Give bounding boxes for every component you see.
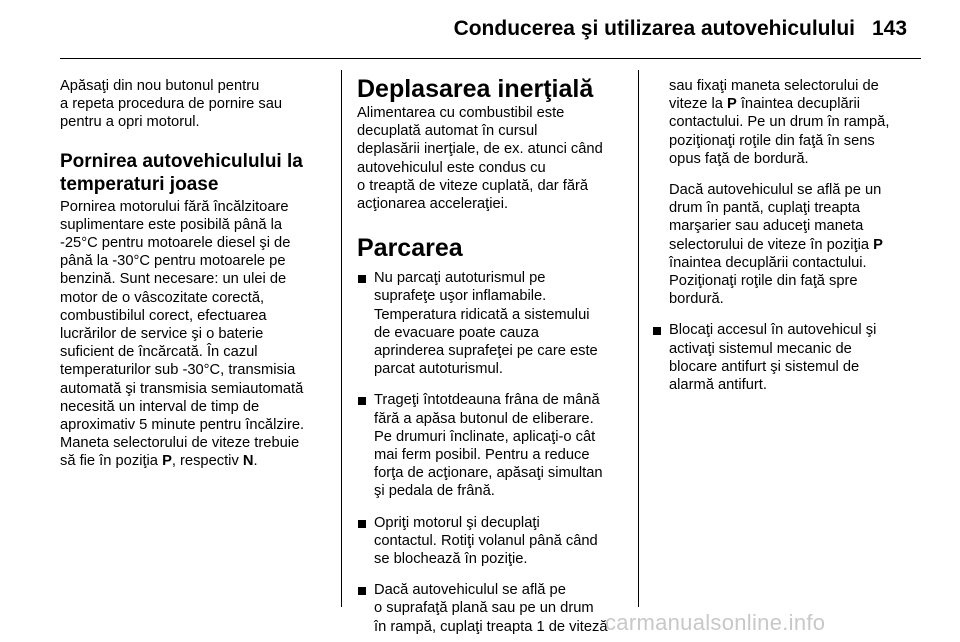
list-item: Nu parcaţi autoturismul pe suprafeţe uşor inflamabile. Temperatura ridicată a sistemului de evacuare poate cauza aprinderea suprafeţei pe care este parcat autoturismul. [357, 269, 627, 378]
column-1 [60, 77, 330, 471]
page-header-title: Conducerea şi utilizarea autovehiculului [453, 17, 855, 40]
list-item: Trageţi întotdeauna frâna de mână fără a apăsa butonul de eliberare. Pe drumuri înclinate, aplicaţi-o cât mai ferm posibil. Pentru a reduce forţa de acţionare, apăsaţi simultan şi pedala de frână. [357, 391, 627, 500]
list-item: Blocaţi accesul în autovehicul şi activaţi sistemul mecanic de blocare antifurt şi sistemul de alarmă antifurt. [652, 321, 927, 394]
gear-position-p: P [162, 453, 172, 470]
section-heading-coasting: Deplasarea inerţială [357, 75, 594, 103]
column-divider-1 [341, 70, 342, 607]
bullet-square-icon [653, 327, 661, 335]
cold-start-paragraph: Pornirea motorului fără încălzitoare suplimentare este posibilă până la -25°C pentru motoarele diesel şi de până la -30°C pentru motoarele pe benzină. Sunt necesare: un ulei de motor de o vâscozitate corectă, combustibilul corect, efectuarea lucrărilor de service şi o baterie suficient de încărcată. În cazul temperaturilor sub -30°C, transmisia automată şi transmisia semiautomată necesită un interval de timp de aproximativ 5 minute pentru încălzire. Maneta selectorului de viteze trebuie să fie în poziţia P, respectiv N. [60, 198, 305, 470]
section-heading-parking: Parcarea [357, 234, 463, 263]
bullet-square-icon [358, 397, 366, 405]
bullet-square-icon [358, 520, 366, 528]
slope-parking-paragraph: Dacă autovehiculul se află pe un drum în pantă, cuplaţi treapta marşarier sau aduceţi maneta selectorului de viteze în poziţia P înaintea decuplării contactului. Poziţionaţi roţile din faţă spre bordură. [669, 182, 883, 308]
intro-paragraph: Apăsaţi din nou butonul pentru a repeta procedura de pornire sau pentru a opri motorul. [60, 78, 283, 131]
bullet-square-icon [358, 275, 366, 283]
watermark: carmanualsonline.info [605, 610, 826, 635]
column-2 [357, 74, 627, 636]
column-divider-2 [638, 70, 639, 607]
continued-bullet-text: sau fixaţi maneta selectorului de viteze la P înaintea decuplării contactului. Pe un drum în rampă, poziţionaţi roţile din faţă în sens opus faţă de bordură. [669, 78, 890, 167]
coasting-paragraph: Alimentarea cu combustibil este decuplată automat în cursul deplasării inerţiale, de ex. atunci când autovehiculul este condus cu o treaptă de viteze cuplată, dar fără acţionarea acceleraţiei. [357, 105, 603, 213]
bullet-square-icon [358, 587, 366, 595]
list-item: Dacă autovehiculul se află pe o suprafaţă plană sau pe un drum în rampă, cuplaţi treapta 1 de viteză [357, 581, 627, 636]
gear-position-p: P [873, 236, 883, 253]
gear-position-n: N [242, 453, 254, 470]
header-rule [60, 58, 921, 59]
section-heading-cold-start: Pornirea autovehiculului la temperaturi joase [60, 150, 303, 195]
gear-position-p: P [726, 96, 737, 113]
list-item: Opriţi motorul şi decuplaţi contactul. Rotiţi volanul până când se blochează în poziţie. [357, 514, 627, 569]
column-3 [652, 77, 927, 394]
page-number: 143 [872, 17, 908, 40]
